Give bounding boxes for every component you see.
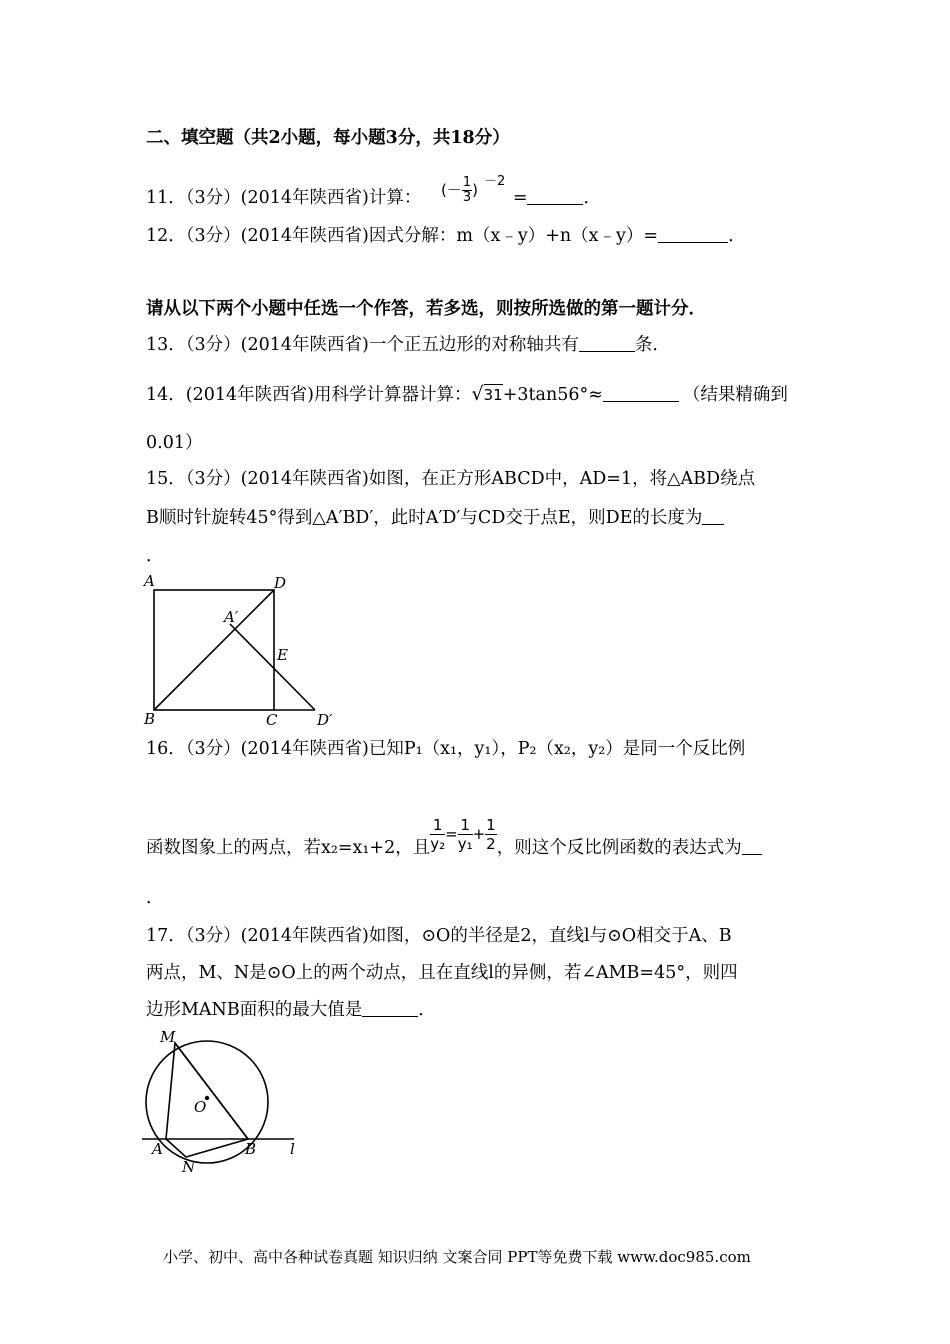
q15-answer-blank xyxy=(702,508,724,525)
q15-score: （3分） xyxy=(185,469,241,489)
q17-source: (2014年陕西省) xyxy=(240,926,369,946)
q14-expression: +3tan56°≈ xyxy=(502,385,603,405)
q11-expr-open: (－ xyxy=(440,181,462,199)
q11-expression xyxy=(441,176,505,205)
question-14 xyxy=(146,382,788,407)
q16-plus-sign: + xyxy=(472,825,486,843)
q16-f3-den: 2 xyxy=(486,835,496,853)
q12-score: （3分） xyxy=(185,226,241,246)
q11-frac-den: 3 xyxy=(462,190,472,205)
q12-text: 因式分解：m（x﹣y）+n（x﹣y）= xyxy=(368,226,659,246)
label-l: l xyxy=(290,1140,295,1158)
q17-text-line3: 边形MANB面积的最大值是 xyxy=(146,1000,363,1020)
q16-text-line1: 已知P₁（x₁，y₁），P₂（x₂，y₂）是同一个反比例 xyxy=(368,739,746,759)
q17-text-line1: 如图，⊙O的半径是2，直线l与⊙O相交于A、B xyxy=(368,926,732,946)
q14-source: (2014年陕西省) xyxy=(185,385,314,405)
label-c: C xyxy=(266,711,278,729)
q16-line3: ． xyxy=(146,888,164,908)
q17-figure xyxy=(138,1026,308,1178)
q17-line3 xyxy=(146,998,436,1022)
q15-line3: ． xyxy=(146,546,164,566)
section-title: 二、填空题（共2小题，每小题3分，共18分） xyxy=(146,128,510,148)
label-d-prime: D′ xyxy=(317,711,333,729)
label-a: A xyxy=(152,1140,163,1158)
q16-line2 xyxy=(146,816,762,867)
q16-score: （3分） xyxy=(185,739,241,759)
q16-text-line2a: 函数图象上的两点，若x₂=x₁+2，且 xyxy=(146,838,431,858)
q13-text: 一个正五边形的对称轴共有 xyxy=(368,335,579,355)
q11-frac-num: 1 xyxy=(462,175,472,190)
label-e: E xyxy=(277,646,288,664)
q15-source: (2014年陕西省) xyxy=(240,469,369,489)
question-12 xyxy=(146,224,746,248)
label-o: O xyxy=(194,1098,207,1116)
q16-f3-num: 1 xyxy=(486,816,496,834)
q16-eq-sign: = xyxy=(445,825,458,843)
q12-answer-blank xyxy=(658,226,728,243)
q17-number: 17． xyxy=(146,926,186,946)
q11-end: ． xyxy=(583,188,601,208)
question-15 xyxy=(146,467,755,491)
q11-score: （3分） xyxy=(185,188,241,208)
q11-source: (2014年陕西省) xyxy=(240,188,369,208)
q16-number: 16． xyxy=(146,739,186,759)
q12-source: (2014年陕西省) xyxy=(240,226,369,246)
q17-end: ． xyxy=(418,1000,436,1020)
q16-f1-den: y₂ xyxy=(430,835,446,853)
q16-f2-num: 1 xyxy=(458,816,473,835)
q16-f2-den: y₁ xyxy=(457,835,473,853)
q14-sqrt-sign: √ xyxy=(471,383,484,405)
q16-text-line2b: ，则这个反比例函数的表达式为 xyxy=(496,838,742,858)
segment-mb xyxy=(175,1043,248,1139)
q14-note: （结果精确到 xyxy=(682,385,788,405)
q14-answer-blank xyxy=(603,385,679,402)
q11-expr-close: ) xyxy=(472,181,478,199)
q12-end: ． xyxy=(728,226,746,246)
q14-radicand: 31 xyxy=(483,386,503,404)
q15-text-line2: B顺时针旋转45°得到△A′BD′，此时A′D′与CD交于点E，则DE的长度为 xyxy=(146,508,703,528)
q14-number: 14． xyxy=(146,385,186,405)
question-11 xyxy=(146,174,601,213)
q16-source: (2014年陕西省) xyxy=(240,739,369,759)
q11-answer-blank xyxy=(527,188,583,205)
q16-equation xyxy=(430,816,496,853)
label-a: A xyxy=(144,572,155,590)
q16-f1-num: 1 xyxy=(430,816,445,835)
choose-note: 请从以下两个小题中任选一个作答，若多选，则按所选做的第一题计分． xyxy=(146,299,706,319)
q13-source: (2014年陕西省) xyxy=(240,335,369,355)
question-17 xyxy=(146,924,732,948)
label-b: B xyxy=(245,1140,257,1158)
q15-number: 15． xyxy=(146,469,186,489)
page-footer: 小学、初中、高中各种试卷真题 知识归纳 文案合同 PPT等免费下载 www.doc985.com xyxy=(163,1248,751,1266)
q11-number: 11． xyxy=(146,188,186,208)
q11-exponent: －2 xyxy=(483,174,506,189)
q13-answer-blank xyxy=(579,335,635,352)
q15-line2 xyxy=(146,506,724,530)
label-a-prime: A′ xyxy=(224,608,239,626)
segment-a1-d1 xyxy=(230,624,315,710)
q11-equals: = xyxy=(512,188,528,208)
label-d: D xyxy=(274,574,287,592)
q13-end: 条． xyxy=(634,335,670,355)
question-16 xyxy=(146,737,745,761)
q13-score: （3分） xyxy=(185,335,241,355)
q15-figure xyxy=(140,570,350,730)
q16-answer-blank xyxy=(742,838,762,855)
q17-line2: 两点，M、N是⊙O上的两个动点，且在直线l的异侧，若∠AMB=45°，则四 xyxy=(146,963,738,983)
q12-number: 12． xyxy=(146,226,186,246)
label-m: M xyxy=(160,1028,176,1046)
q17-score: （3分） xyxy=(185,926,241,946)
q14-text: 用科学计算器计算： xyxy=(313,385,472,405)
q14-line2: 0.01） xyxy=(146,433,203,453)
label-b: B xyxy=(144,710,156,728)
question-13 xyxy=(146,333,670,357)
q11-text: 计算： xyxy=(368,188,422,208)
q17-answer-blank xyxy=(362,1000,418,1017)
label-n: N xyxy=(182,1158,196,1176)
q15-text-line1: 如图，在正方形ABCD中，AD=1，将△ABD绕点 xyxy=(368,469,756,489)
q13-number: 13． xyxy=(146,335,186,355)
